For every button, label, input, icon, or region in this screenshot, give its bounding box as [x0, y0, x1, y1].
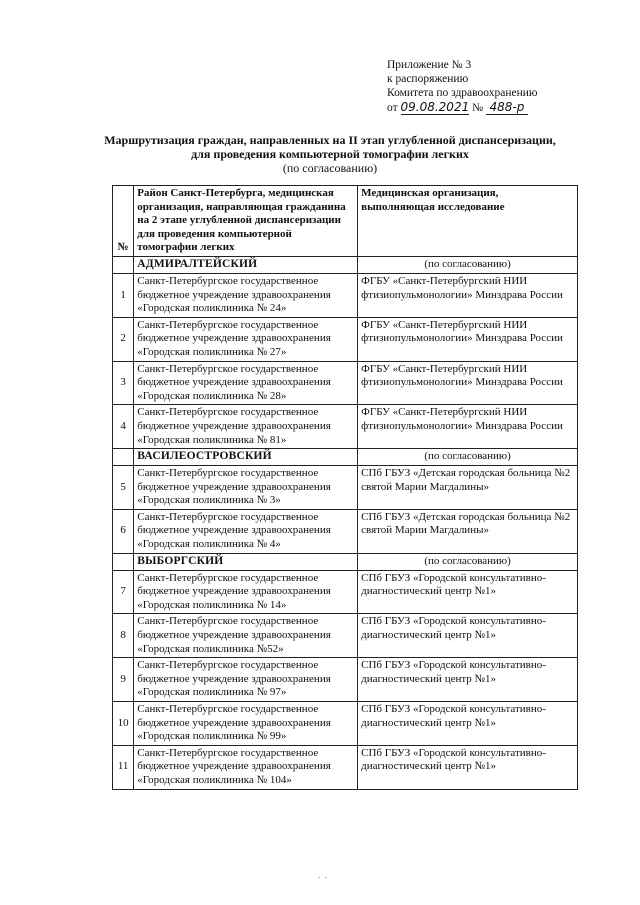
table-row — [113, 317, 578, 361]
performing-org: СПб ГБУЗ «Детская городская больница №2 святой Марии Магдалины» — [358, 509, 578, 553]
table-row — [113, 509, 578, 553]
district-name: ВАСИЛЕОСТРОВСКИЙ — [134, 449, 358, 466]
appendix-block — [387, 58, 627, 115]
table-row — [113, 614, 578, 658]
performing-org: ФГБУ «Санкт-Петербургский НИИ фтизиопульмонологии» Минздрава России — [358, 317, 578, 361]
number-label: № — [472, 102, 484, 114]
table-row — [113, 745, 578, 789]
referring-org: Санкт-Петербургское государственное бюджетное учреждение здравоохранения «Городская поликлиника № 3» — [134, 466, 358, 510]
scan-speck: . . — [318, 870, 327, 880]
performing-org: СПб ГБУЗ «Детская городская больница №2 святой Марии Магдалины» — [358, 466, 578, 510]
performing-org: ФГБУ «Санкт-Петербургский НИИ фтизиопульмонологии» Минздрава России — [358, 361, 578, 405]
header-district-org: Район Санкт-Петербурга, медицинская организация, направляющая гражданина на 2 этапе углубленной диспансеризации для проведения компьютерной томографии легких — [134, 186, 358, 257]
header-num: № — [113, 186, 134, 257]
title-line-1: Маршрутизация граждан, направленных на II этап углубленной диспансеризации, — [104, 133, 556, 147]
header-performing-org: Медицинская организация, выполняющая исследование — [358, 186, 578, 257]
performing-org: СПб ГБУЗ «Городской консультативно-диагностический центр №1» — [358, 614, 578, 658]
appendix-line-2: к распоряжению — [387, 73, 469, 85]
routing-table — [112, 185, 578, 790]
district-row — [113, 256, 578, 273]
row-num: 4 — [113, 405, 134, 449]
table-row — [113, 702, 578, 746]
district-name: АДМИРАЛТЕЙСКИЙ — [134, 256, 358, 273]
row-num: 1 — [113, 273, 134, 317]
table-row — [113, 405, 578, 449]
title-line-3: (по согласованию) — [282, 161, 378, 175]
row-num: 8 — [113, 614, 134, 658]
table-row — [113, 658, 578, 702]
row-num: 2 — [113, 317, 134, 361]
appendix-date-line — [387, 100, 627, 115]
appendix-line-1: Приложение № 3 — [387, 59, 472, 71]
document-title — [60, 133, 600, 175]
district-note: (по согласованию) — [358, 449, 578, 466]
table-row — [113, 570, 578, 614]
table-row — [113, 466, 578, 510]
handwritten-number: 488-р — [486, 100, 528, 115]
performing-org: СПб ГБУЗ «Городской консультативно-диагностический центр №1» — [358, 658, 578, 702]
district-note: (по согласованию) — [358, 256, 578, 273]
table-header-row — [113, 186, 578, 257]
table-row — [113, 361, 578, 405]
row-num: 3 — [113, 361, 134, 405]
row-num: 5 — [113, 466, 134, 510]
performing-org: СПб ГБУЗ «Городской консультативно-диагностический центр №1» — [358, 570, 578, 614]
title-line-2: для проведения компьютерной томографии легких — [191, 147, 469, 161]
referring-org: Санкт-Петербургское государственное бюджетное учреждение здравоохранения «Городская поликлиника № 28» — [134, 361, 358, 405]
performing-org: СПб ГБУЗ «Городской консультативно-диагностический центр №1» — [358, 702, 578, 746]
district-num-cell — [113, 553, 134, 570]
handwritten-date: 09.08.2021 — [400, 100, 470, 114]
row-num: 10 — [113, 702, 134, 746]
referring-org: Санкт-Петербургское государственное бюджетное учреждение здравоохранения «Городская поликлиника № 27» — [134, 317, 358, 361]
referring-org: Санкт-Петербургское государственное бюджетное учреждение здравоохранения «Городская поликлиника № 4» — [134, 509, 358, 553]
district-row — [113, 553, 578, 570]
performing-org: СПб ГБУЗ «Городской консультативно-диагностический центр №1» — [358, 745, 578, 789]
referring-org: Санкт-Петербургское государственное бюджетное учреждение здравоохранения «Городская поликлиника № 14» — [134, 570, 358, 614]
row-num: 7 — [113, 570, 134, 614]
district-note: (по согласованию) — [358, 553, 578, 570]
row-num: 9 — [113, 658, 134, 702]
table-body — [113, 256, 578, 789]
row-num: 6 — [113, 509, 134, 553]
date-prefix: от — [387, 102, 398, 114]
performing-org: ФГБУ «Санкт-Петербургский НИИ фтизиопульмонологии» Минздрава России — [358, 273, 578, 317]
referring-org: Санкт-Петербургское государственное бюджетное учреждение здравоохранения «Городская поликлиника №52» — [134, 614, 358, 658]
referring-org: Санкт-Петербургское государственное бюджетное учреждение здравоохранения «Городская поликлиника № 24» — [134, 273, 358, 317]
row-num: 11 — [113, 745, 134, 789]
appendix-line-3: Комитета по здравоохранению — [387, 87, 538, 99]
referring-org: Санкт-Петербургское государственное бюджетное учреждение здравоохранения «Городская поликлиника № 97» — [134, 658, 358, 702]
district-num-cell — [113, 449, 134, 466]
performing-org: ФГБУ «Санкт-Петербургский НИИ фтизиопульмонологии» Минздрава России — [358, 405, 578, 449]
district-name: ВЫБОРГСКИЙ — [134, 553, 358, 570]
table-row — [113, 273, 578, 317]
district-num-cell — [113, 256, 134, 273]
referring-org: Санкт-Петербургское государственное бюджетное учреждение здравоохранения «Городская поликлиника № 81» — [134, 405, 358, 449]
district-row — [113, 449, 578, 466]
referring-org: Санкт-Петербургское государственное бюджетное учреждение здравоохранения «Городская поликлиника № 99» — [134, 702, 358, 746]
referring-org: Санкт-Петербургское государственное бюджетное учреждение здравоохранения «Городская поликлиника № 104» — [134, 745, 358, 789]
